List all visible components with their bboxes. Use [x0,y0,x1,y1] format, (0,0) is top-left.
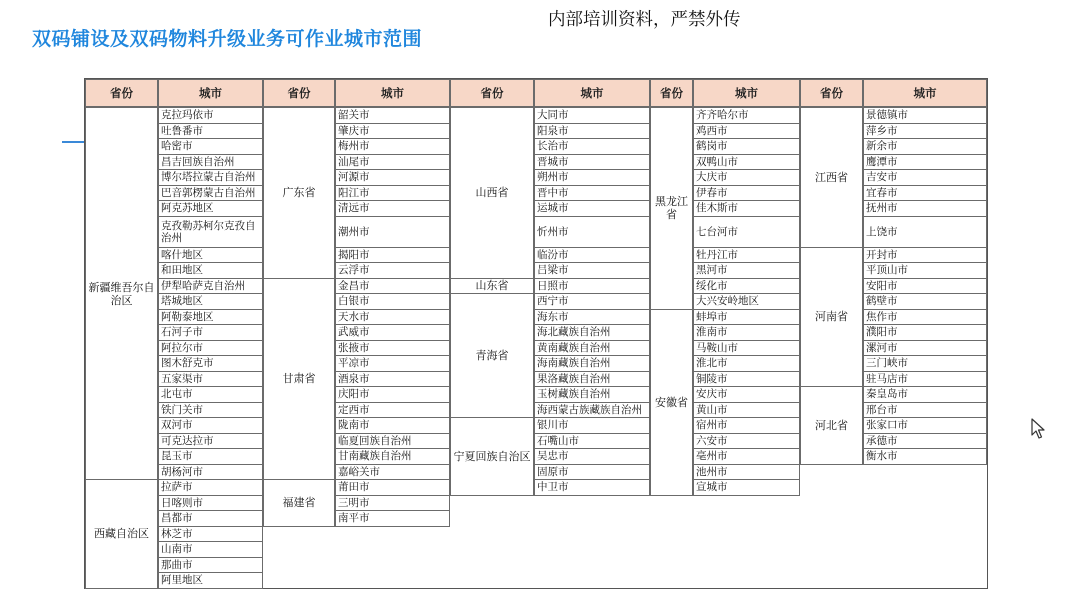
city-cell: 博尔塔拉蒙古自治州 [158,169,263,186]
city-cell: 淮北市 [693,355,800,372]
header-province: 省份 [263,79,335,107]
city-cell: 吕梁市 [534,262,650,279]
city-cell: 漯河市 [863,340,987,357]
city-cell: 六安市 [693,433,800,450]
city-cell: 韶关市 [335,107,450,124]
city-cell: 三门峡市 [863,355,987,372]
city-cell: 鹰潭市 [863,154,987,171]
city-cell: 黄南藏族自治州 [534,340,650,357]
city-cell: 昌吉回族自治州 [158,154,263,171]
city-cell: 抚州市 [863,200,987,217]
city-cell: 宣城市 [693,479,800,496]
city-cell: 张掖市 [335,340,450,357]
city-cell: 亳州市 [693,448,800,465]
city-cell: 伊犁哈萨克自治州 [158,278,263,295]
city-cell: 揭阳市 [335,247,450,264]
city-cell: 牡丹江市 [693,247,800,264]
city-cell: 陇南市 [335,417,450,434]
city-cell: 吐鲁番市 [158,123,263,140]
city-cell: 汕尾市 [335,154,450,171]
city-cell: 肇庆市 [335,123,450,140]
city-cell: 海东市 [534,309,650,326]
city-cell: 喀什地区 [158,247,263,264]
city-cell: 武威市 [335,324,450,341]
city-cell: 吴忠市 [534,448,650,465]
city-cell: 银川市 [534,417,650,434]
city-cell: 那曲市 [158,557,263,574]
city-cell: 五家渠市 [158,371,263,388]
city-cell: 衡水市 [863,448,987,465]
city-cell: 临夏回族自治州 [335,433,450,450]
city-cell: 可克达拉市 [158,433,263,450]
city-cell: 天水市 [335,309,450,326]
city-cell: 新余市 [863,138,987,155]
city-cell: 鹤壁市 [863,293,987,310]
city-cell: 克拉玛依市 [158,107,263,124]
mouse-cursor-icon [1031,418,1047,440]
province-cell: 山西省 [450,107,534,279]
province-cell: 新疆维吾尔自治区 [85,107,158,480]
city-cell: 海南藏族自治州 [534,355,650,372]
city-cell: 石嘴山市 [534,433,650,450]
city-cell: 驻马店市 [863,371,987,388]
city-cell: 大兴安岭地区 [693,293,800,310]
city-cell: 平凉市 [335,355,450,372]
city-cell: 承德市 [863,433,987,450]
city-cell: 定西市 [335,402,450,419]
city-cell: 巴音郭楞蒙古自治州 [158,185,263,202]
watermark-text: 内部培训资料，严禁外传 [548,10,741,30]
city-cell: 鹤岗市 [693,138,800,155]
province-cell: 安徽省 [650,309,693,496]
province-cell: 江西省 [800,107,863,248]
header-province: 省份 [450,79,534,107]
city-cell: 双河市 [158,417,263,434]
city-cell: 云浮市 [335,262,450,279]
city-cell: 张家口市 [863,417,987,434]
city-cell: 开封市 [863,247,987,264]
city-cell: 宿州市 [693,417,800,434]
city-cell: 佳木斯市 [693,200,800,217]
city-cell: 濮阳市 [863,324,987,341]
province-cell: 河南省 [800,247,863,388]
city-cell: 安阳市 [863,278,987,295]
header-city: 城市 [335,79,450,107]
city-cell: 梅州市 [335,138,450,155]
city-cell: 晋城市 [534,154,650,171]
city-cell: 阳江市 [335,185,450,202]
city-cell: 嘉峪关市 [335,464,450,481]
header-city: 城市 [693,79,800,107]
province-cell: 宁夏回族自治区 [450,417,534,496]
city-cell: 大同市 [534,107,650,124]
header-city: 城市 [534,79,650,107]
city-cell: 绥化市 [693,278,800,295]
province-cell: 西藏自治区 [85,479,158,589]
city-cell: 景德镇市 [863,107,987,124]
city-cell: 酒泉市 [335,371,450,388]
city-cell: 临汾市 [534,247,650,264]
header-province: 省份 [650,79,693,107]
city-cell: 河源市 [335,169,450,186]
city-cell: 三明市 [335,495,450,512]
city-cell: 塔城地区 [158,293,263,310]
province-cell: 福建省 [263,479,335,527]
city-cell: 西宁市 [534,293,650,310]
city-cell: 南平市 [335,510,450,527]
city-cell: 晋中市 [534,185,650,202]
city-cell: 拉萨市 [158,479,263,496]
city-cell: 吉安市 [863,169,987,186]
city-cell: 果洛藏族自治州 [534,371,650,388]
city-range-table [84,78,988,589]
city-cell: 邢台市 [863,402,987,419]
city-cell: 阿勒泰地区 [158,309,263,326]
city-cell: 伊春市 [693,185,800,202]
city-cell: 蚌埠市 [693,309,800,326]
city-cell: 上饶市 [863,216,987,248]
city-cell: 庆阳市 [335,386,450,403]
city-cell: 七台河市 [693,216,800,248]
slide-title: 双码铺设及双码物料升级业务可作业城市范围 [32,28,423,50]
city-cell: 池州市 [693,464,800,481]
city-cell: 齐齐哈尔市 [693,107,800,124]
city-cell: 玉树藏族自治州 [534,386,650,403]
city-cell: 白银市 [335,293,450,310]
city-cell: 朔州市 [534,169,650,186]
city-cell: 林芝市 [158,526,263,543]
city-cell: 北屯市 [158,386,263,403]
city-cell: 安庆市 [693,386,800,403]
city-cell: 大庆市 [693,169,800,186]
city-cell: 黑河市 [693,262,800,279]
city-cell: 黄山市 [693,402,800,419]
city-cell: 双鸭山市 [693,154,800,171]
city-cell: 图木舒克市 [158,355,263,372]
city-cell: 克孜勒苏柯尔克孜自治州 [158,216,263,248]
city-cell: 阿里地区 [158,572,263,589]
city-cell: 淮南市 [693,324,800,341]
city-cell: 鸡西市 [693,123,800,140]
city-cell: 石河子市 [158,324,263,341]
city-cell: 运城市 [534,200,650,217]
city-cell: 宜春市 [863,185,987,202]
city-cell: 长治市 [534,138,650,155]
city-cell: 秦皇岛市 [863,386,987,403]
city-cell: 海北藏族自治州 [534,324,650,341]
header-city: 城市 [158,79,263,107]
province-cell: 青海省 [450,293,534,418]
city-cell: 日照市 [534,278,650,295]
city-cell: 哈密市 [158,138,263,155]
city-cell: 阿克苏地区 [158,200,263,217]
city-cell: 山南市 [158,541,263,558]
city-cell: 胡杨河市 [158,464,263,481]
city-cell: 日喀则市 [158,495,263,512]
city-cell: 阳泉市 [534,123,650,140]
city-cell: 铁门关市 [158,402,263,419]
city-cell: 甘南藏族自治州 [335,448,450,465]
province-cell: 黑龙江省 [650,107,693,310]
city-cell: 平顶山市 [863,262,987,279]
city-cell: 中卫市 [534,479,650,496]
city-cell: 清远市 [335,200,450,217]
header-province: 省份 [800,79,863,107]
province-cell: 河北省 [800,386,863,465]
province-cell: 甘肃省 [263,278,335,481]
city-cell: 潮州市 [335,216,450,248]
city-cell: 昌都市 [158,510,263,527]
city-cell: 铜陵市 [693,371,800,388]
city-cell: 海西蒙古族藏族自治州 [534,402,650,419]
city-cell: 金昌市 [335,278,450,295]
city-cell: 忻州市 [534,216,650,248]
city-cell: 马鞍山市 [693,340,800,357]
province-cell: 山东省 [450,278,534,295]
city-cell: 焦作市 [863,309,987,326]
city-cell: 阿拉尔市 [158,340,263,357]
province-cell: 广东省 [263,107,335,279]
city-cell: 莆田市 [335,479,450,496]
city-cell: 和田地区 [158,262,263,279]
city-cell: 萍乡市 [863,123,987,140]
city-cell: 固原市 [534,464,650,481]
header-province: 省份 [85,79,158,107]
city-cell: 昆玉市 [158,448,263,465]
header-city: 城市 [863,79,987,107]
